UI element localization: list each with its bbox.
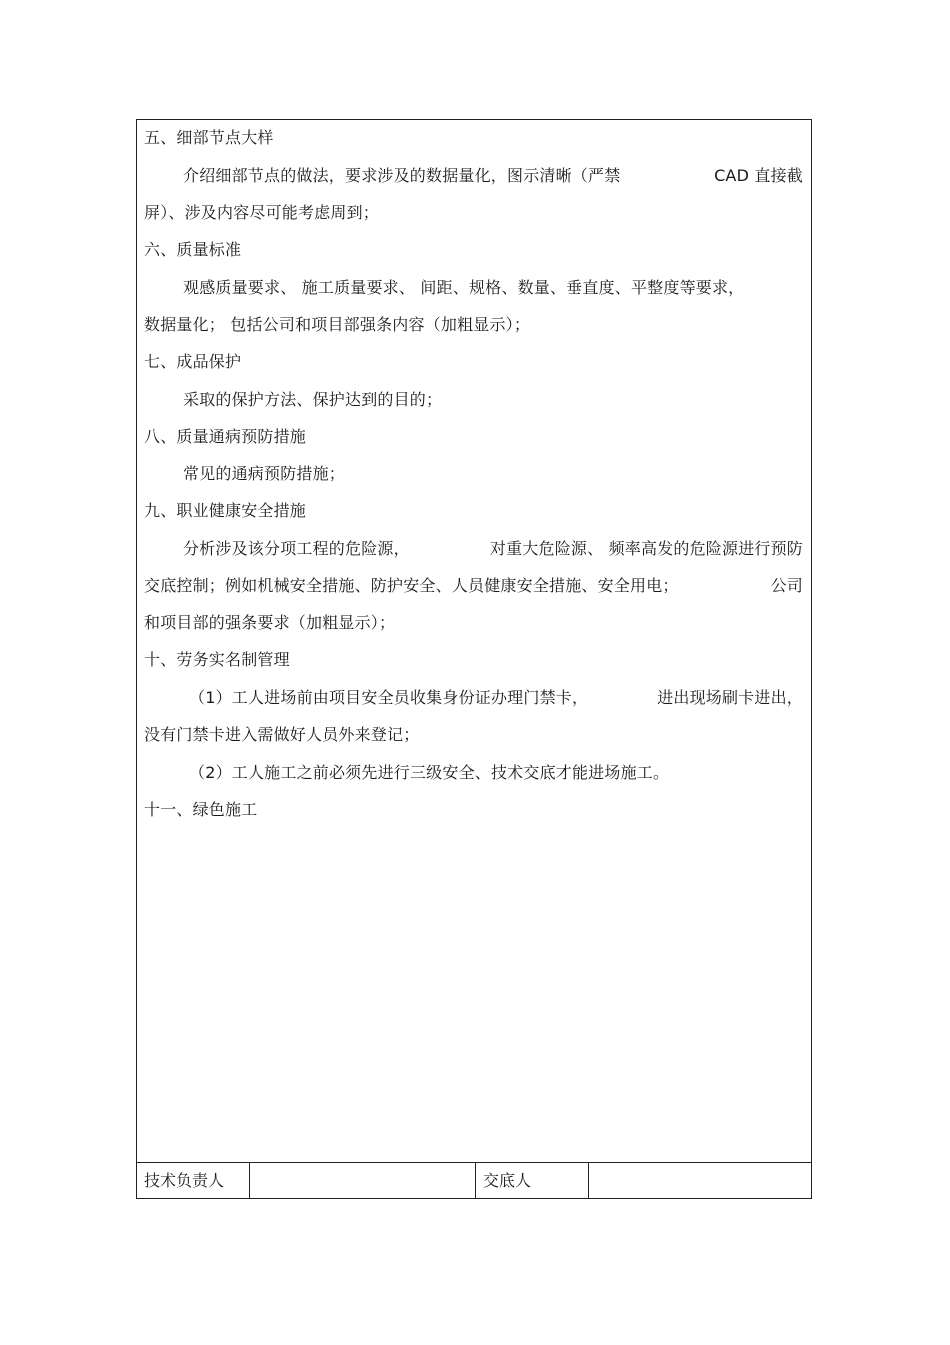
section-10-item-1a: （1）工人进场前由项目安全员收集身份证办理门禁卡， [189, 688, 589, 707]
section-7-text-line-1: 采取的保护方法、保护达到的目的； [183, 390, 443, 409]
section-5-text-1a: 介绍细部节点的做法，要求涉及的数据量化，图示清晰（严禁 [183, 166, 621, 185]
section-10-item-2: （2）工人施工之前必须先进行三级安全、技术交底才能进场施工。 [189, 763, 670, 782]
section-7-heading: 七、成品保护 [144, 352, 242, 371]
section-9-text-1b: 对重大危险源、 频率高发的危险源进行预防 [489, 539, 803, 558]
section-6-text-line-1: 观感质量要求、 施工质量要求、 间距、规格、数量、垂直度、平整度等要求， [183, 278, 745, 297]
document-table [136, 119, 812, 1199]
section-5-text-line-1 [183, 165, 803, 187]
section-9-text-line-3: 和项目部的强条要求（加粗显示）； [144, 613, 396, 632]
section-5-text-1b: CAD 直接截 [714, 166, 803, 185]
section-11-heading: 十一、绿色施工 [144, 800, 258, 819]
tech-lead-field[interactable] [249, 1163, 475, 1198]
section-5-heading: 五、细部节点大样 [144, 128, 274, 147]
section-10-item-1-line-2: 没有门禁卡进入需做好人员外来登记； [144, 725, 420, 744]
section-9-text-line-2 [144, 575, 803, 597]
section-6-heading: 六、质量标准 [144, 240, 242, 259]
section-5-text-line-2: 屏）、涉及内容尽可能考虑周到； [144, 203, 380, 222]
section-8-text-line-1: 常见的通病预防措施； [183, 464, 346, 483]
section-10-item-1-line-1 [189, 687, 803, 709]
content-cell [137, 120, 811, 1164]
section-8-heading: 八、质量通病预防措施 [144, 427, 307, 446]
section-10-heading: 十、劳务实名制管理 [144, 650, 290, 669]
briefer-field[interactable] [588, 1163, 811, 1198]
section-9-heading: 九、职业健康安全措施 [144, 501, 307, 520]
section-9-text-2a: 交底控制；例如机械安全措施、防护安全、人员健康安全措施、安全用电； [144, 576, 679, 595]
signature-row [137, 1162, 811, 1198]
briefer-label: 交底人 [475, 1163, 588, 1198]
section-6-text-line-2: 数据量化； 包括公司和项目部强条内容（加粗显示）； [144, 315, 531, 334]
section-9-text-1a: 分析涉及该分项工程的危险源， [183, 539, 410, 558]
section-9-text-line-1 [183, 538, 803, 560]
section-9-text-2b: 公司 [770, 576, 803, 595]
tech-lead-label: 技术负责人 [144, 1171, 225, 1190]
section-10-item-1b: 进出现场刷卡进出， [657, 688, 803, 707]
